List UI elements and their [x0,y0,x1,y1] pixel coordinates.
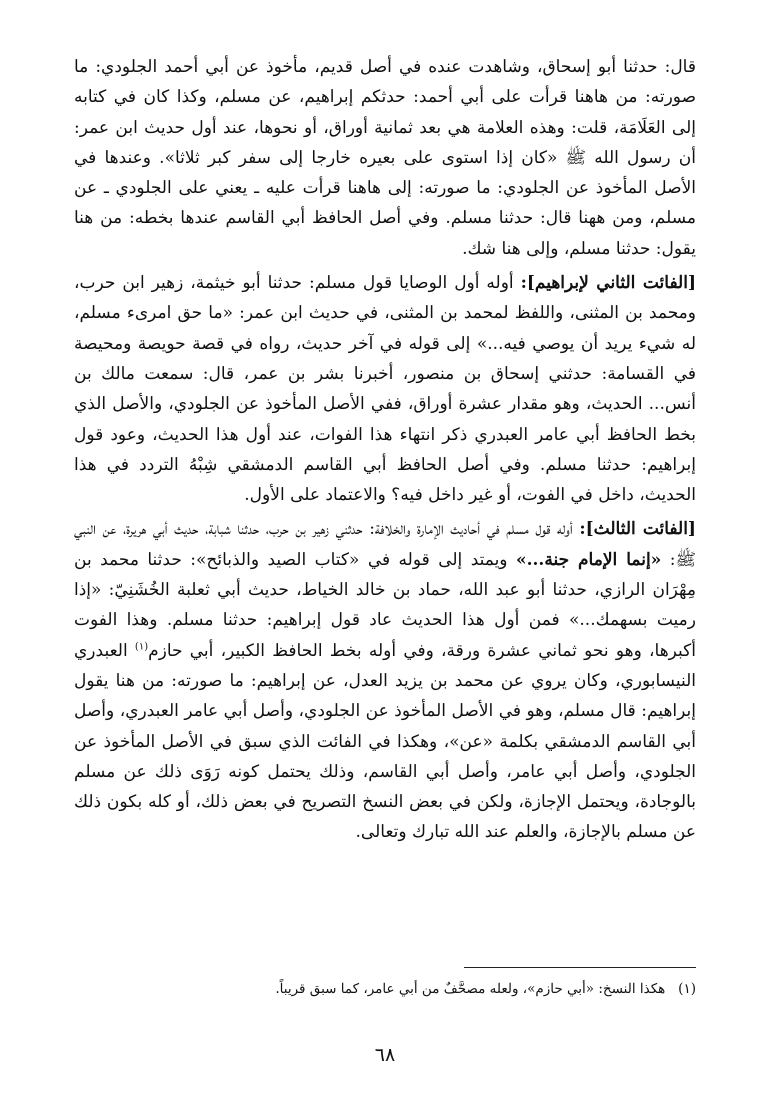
page-body [74,52,696,1066]
page-number: ٦٨ [374,1044,396,1066]
paragraph-2 [74,268,696,510]
paragraph-1 [74,52,696,264]
paragraph-3-text-b: ويمتد إلى قوله في «كتاب الصيد والذبائح»: حدثنا محمد بن مِهْرَان الرازي، حدثنا أبو عبد الله، حماد بن خالد الخياط، حديث أبي ثعلبة الخُشَنِيّ: «إذا رميت بسهمك...» فمن أول هذا الحديث عاد قول إبراهيم: حدثنا مسلم. وهذا الفوت أكبرها، وهو نحو ثماني عشرة ورقة، وفي أوله بخط الحافظ الكبير، أبي حازم [74,549,696,661]
paragraph-3-text-a: أوله قول مسلم في أحاديث الإمارة والخلافة: حدثني زهير بن حرب، حدثنا شبابة، حديث أبي هريرة، عن النبي ﷺ: [74,519,696,570]
footnote [74,978,696,1000]
section-heading-second-missing: [الفائت الثاني لإبراهيم]: [520,273,696,294]
paragraph-1-text: قال: حدثنا أبو إسحاق، وشاهدت عنده في أصل قديم، مأخوذ عن أبي أحمد الجلودي: ما صورته: من هاهنا قرأت على أبي أحمد: حدثكم إبراهيم، عن مسلم، وكذا كان في كتابه إلى العَلَامَة، قلت: وهذه العلامة هي بعد ثمانية أوراق، أو نحوها، عند أول حديث ابن عمر: أن رسول الله ﷺ «كان إذا استوى على بعيره خارجا إلى سفر كبر ثلاثا». وعندها في الأصل المأخوذ عن الجلودي: ما صورته: إلى هاهنا قرأت عليه ـ يعني على الجلودي ـ عن مسلم، ومن ههنا قال: حدثنا مسلم. وفي أصل الحافظ أبي القاسم عندها بخطه: من هنا يقول: حدثنا مسلم، وإلى هنا شك. [74,57,696,259]
paragraph-3 [74,514,696,847]
footnote-reference: (١) [134,640,149,652]
paragraph-2-text: أوله أول الوصايا قول مسلم: حدثنا أبو خيثمة، زهير ابن حرب، ومحمد بن المثنى، واللفظ لمحمد بن المثنى، في حديث ابن عمر: «ما حق امرىء مسلم، له شيء يريد أن يوصي فيه...» إلى قوله في آخر حديث، رواه في قصة حويصة ومحيصة في القسامة: حدثني إسحاق بن منصور، أخبرنا بشر بن عمر، قال: سمعت مالك بن أنس... الحديث، وهو مقدار عشرة أوراق، ففي الأصل المأخوذ عن الجلودي، والأصل الذي بخط الحافظ أبي عامر العبدري ذكر انتهاء هذا الفوات، عند أول هذا الحديث، وعود قول إبراهيم: حدثنا مسلم. وفي أصل الحافظ أبي القاسم الدمشقي شِبْهُ التردد في هذا الحديث، داخل في الفوت، أو غير داخل فيه؟ والاعتماد على الأول. [74,273,696,506]
hadith-quote-bold: «إنما الإمام جنة...» [515,549,662,570]
footnote-divider [464,967,696,968]
footnote-text: هكذا النسخ: «أبي حازم»، ولعله مصحَّفٌ من أبي عامر، كما سبق قريباً. [275,981,666,997]
paragraph-3-text-c: العبدري النيسابوري، وكان يروي عن محمد بن يزيد العدل، عن إبراهيم: ما صورته: من هنا يقول إبراهيم: قال مسلم، وهو في الأصل المأخوذ عن الجلودي، وأصل أبي عامر العبدري، وأصل أبي القاسم الدمشقي بكلمة «عن»، وهكذا في الفائت الذي سبق في الأصل المأخوذ عن الجلودي، وأصل أبي عامر، وأصل أبي القاسم، وذلك يحتمل كونه رَوَى ذلك عن مسلم بالوجادة، ويحتمل الإجازة، ولكن في بعض النسخ التصريح في بعض ذلك، أو كله بكون ذلك عن مسلم بالإجازة، والعلم عند الله تبارك وتعالى. [74,640,696,843]
section-heading-third-missing: [الفائت الثالث]: [579,519,696,540]
footnote-marker: (١) [678,981,696,997]
